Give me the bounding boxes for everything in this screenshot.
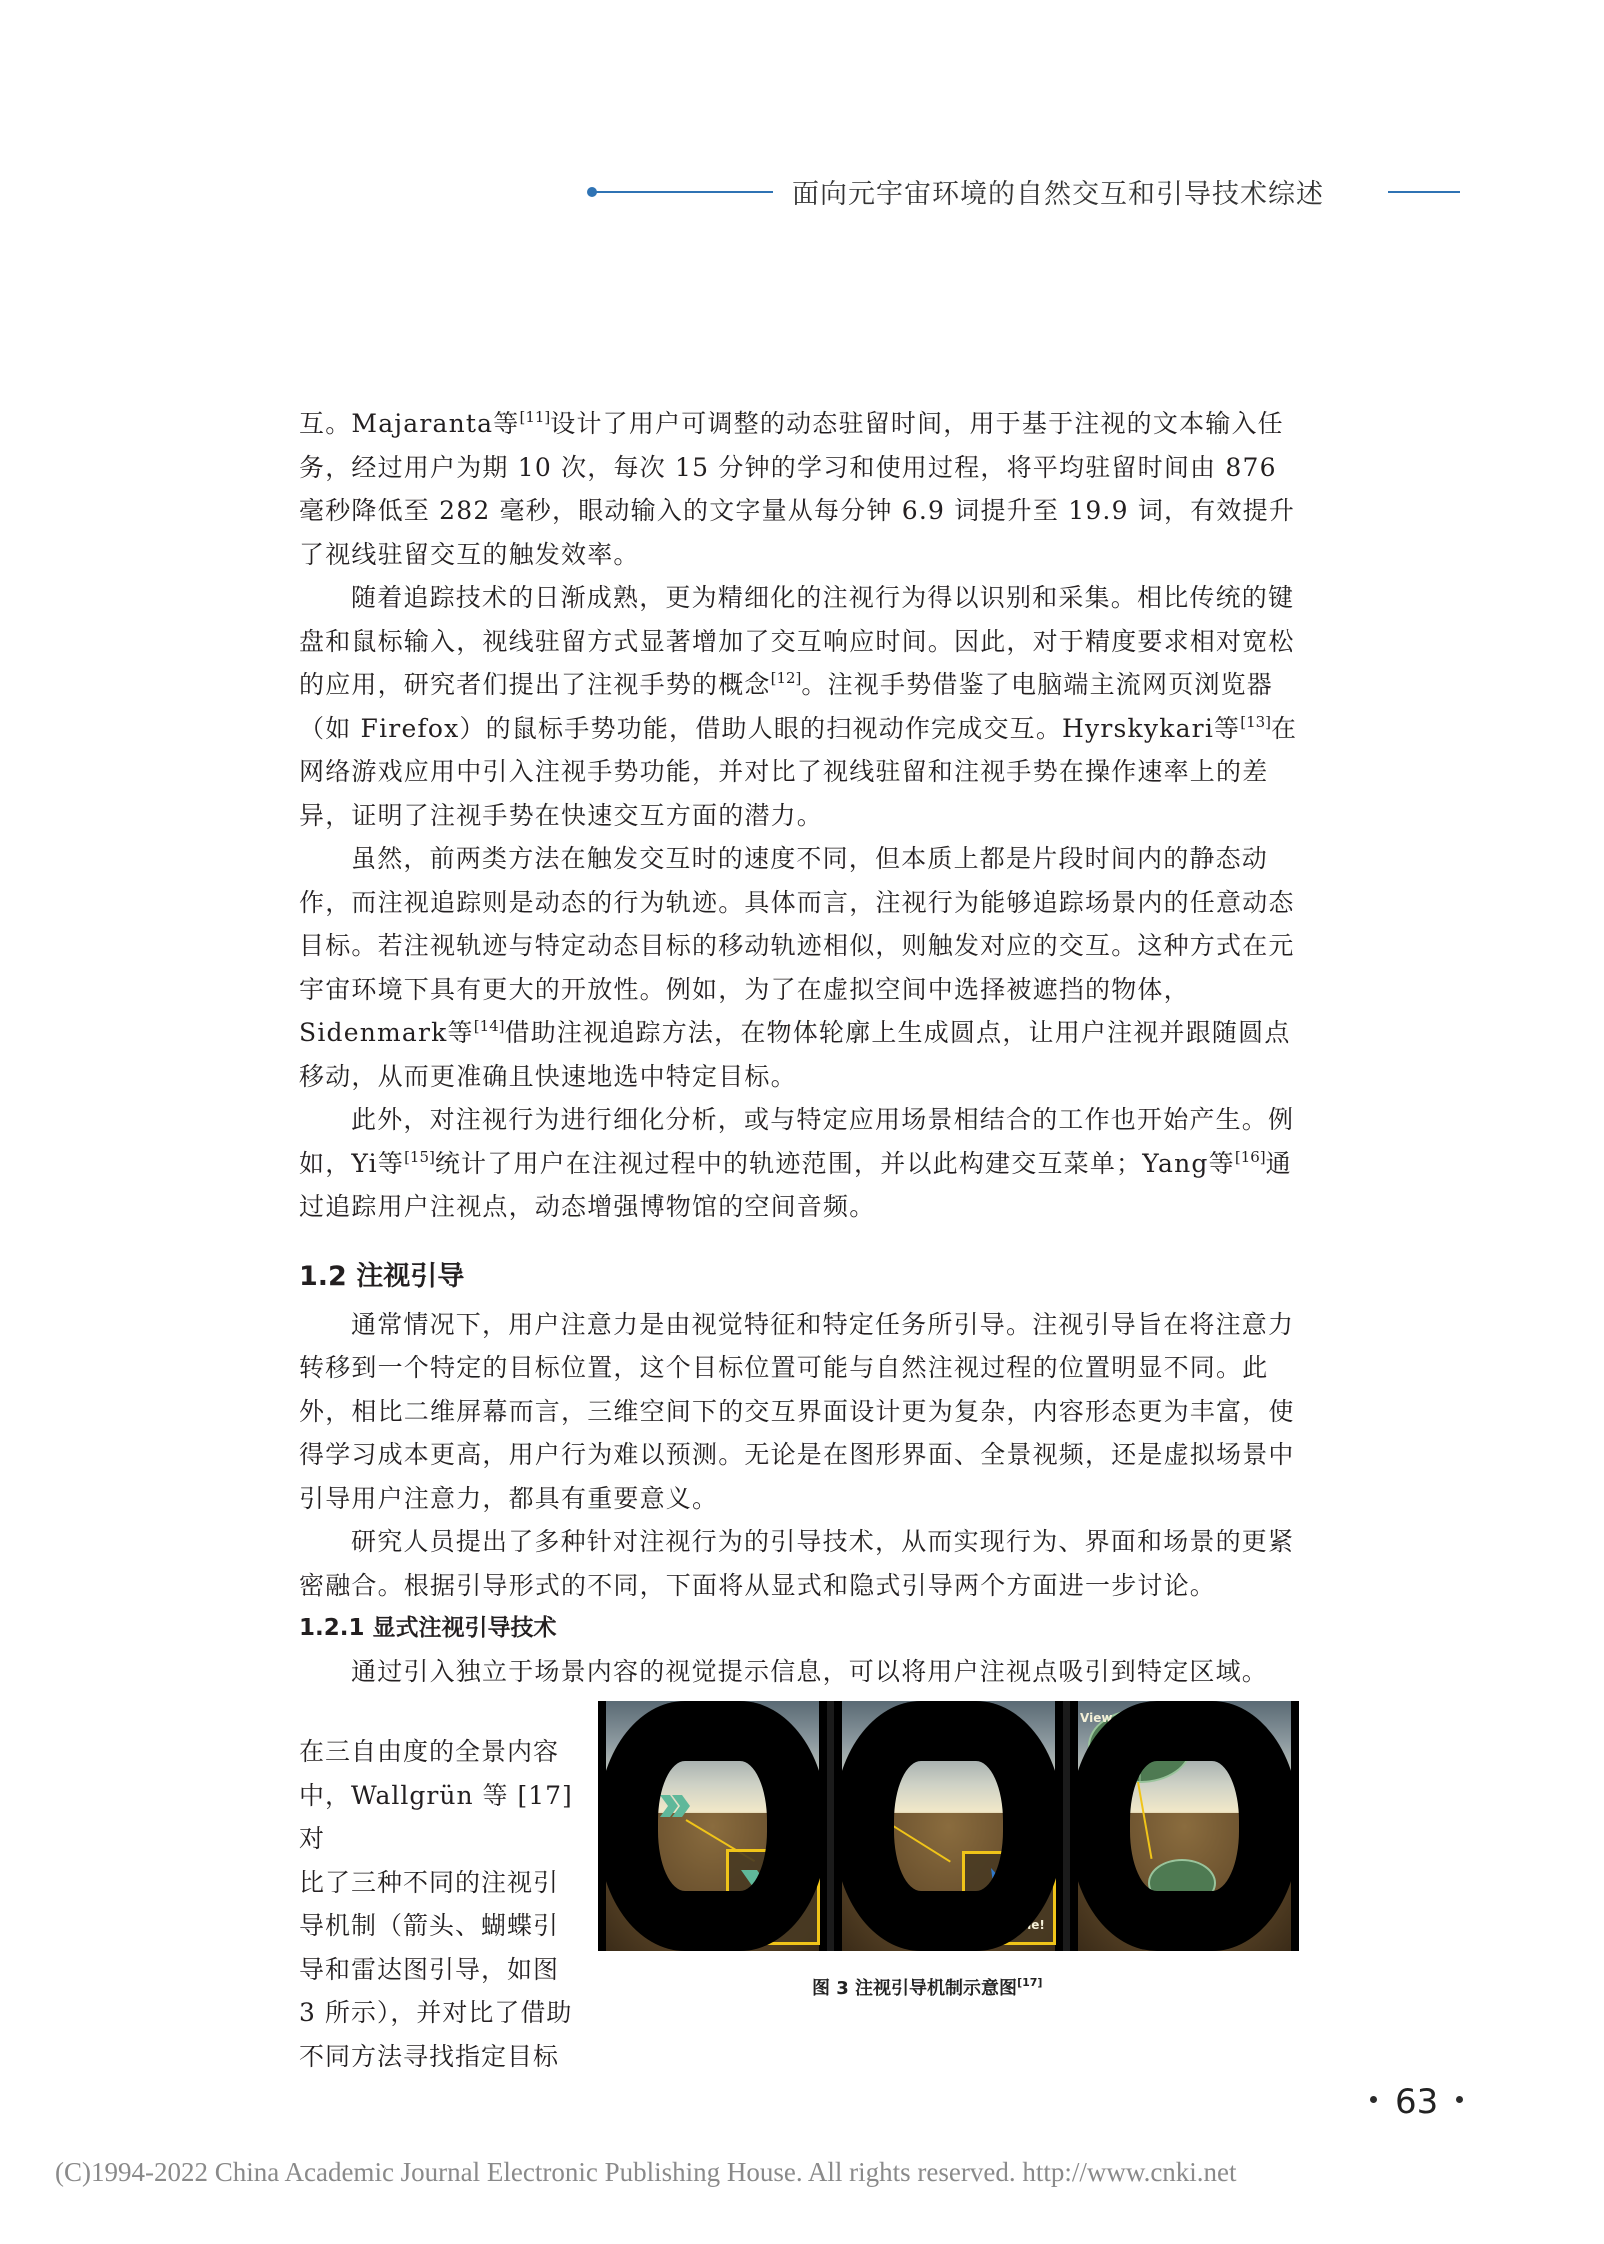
text-run: 随着追踪技术的日渐成熟，更为精细化的注视行为得以识别和采集。相比传统的键盘和鼠标输入，视线驻留方式显著增加了交互响应时间。因此，对于精度要求相对宽松的应用，研究者们提出了注视手势的概念 (299, 583, 1295, 699)
caption-text: 图 3 注视引导机制示意图 (812, 1978, 1018, 1999)
running-header (585, 172, 1465, 212)
side-text-line: 导机制（箭头、蝴蝶引 (299, 1911, 560, 1940)
header-title: 面向元宇宙环境的自然交互和引导技术综述 (792, 179, 1324, 210)
paragraph-p6 (299, 1520, 1299, 1607)
text-run: 设计了用户可调整的动态驻留时间，用于基于注视的文本输入任务，经过用户为期 10 次，每次 15 分钟的学习和使用过程，将平均驻留时间由 876 毫秒降低至 282 毫秒，眼动输入的文字量从每分钟 6.9 词提升至 19.9 词，有效提升了视线驻留交互的触发效率。 (299, 409, 1296, 569)
paragraph-p1 (299, 402, 1299, 576)
text-run: 统计了用户在注视过程中的轨迹范围，并以此构建交互菜单；Yang等 (434, 1148, 1235, 1178)
paragraph-p3 (299, 837, 1299, 1098)
target-orb (1264, 1761, 1279, 1776)
figure-panel-butterfly (834, 1701, 1063, 1951)
page-number-text: 63 (1395, 2082, 1439, 2122)
header-rule-right (1388, 191, 1460, 193)
butterfly-label: Follow me! (971, 1918, 1045, 1932)
copyright-notice: (C)1994-2022 China Academic Journal Electronic Publishing House. All rights reserved. http://www.cnki.net (55, 2157, 1237, 2187)
citation-ref: [11] (519, 408, 551, 426)
radar-view-label: View (1080, 1711, 1113, 1725)
paragraph-p2 (299, 576, 1299, 837)
article-body (299, 402, 1299, 1694)
side-text-line: 不同方法寻找指定目标 (299, 2041, 560, 2071)
citation-ref: [15] (404, 1147, 435, 1166)
bullet-left (1370, 2096, 1377, 2103)
text-run: 通常情况下，用户注意力是由视觉特征和特定任务所引导。注视引导旨在将注意力转移到一个特定的目标位置，这个目标位置可能与自然注视过程的位置明显不同。此外，相比二维屏幕而言，三维空间下的交互界面设计更为复杂，内容形态更为丰富，使得学习成本更高，用户行为难以预测。无论是在图形界面、全景视频，还是虚拟场景中引导用户注意力，都具有重要意义。 (299, 1309, 1295, 1513)
butterfly-icon (858, 1797, 878, 1815)
side-text-line: 导和雷达图引导，如图 (299, 1954, 560, 1984)
figure-panel-radar (1070, 1701, 1299, 1951)
section-heading-1-2: 1.2 注视引导 (299, 1260, 465, 1292)
figure-3 (598, 1701, 1299, 1951)
side-text-line: 3 所示），并对比了借助 (299, 1998, 573, 2027)
radar-small (1148, 1859, 1216, 1907)
caption-ref: [17] (1017, 1976, 1043, 1989)
paragraph-p4 (299, 1098, 1299, 1229)
page-number (1352, 2082, 1481, 2122)
figure-panel-arrow (598, 1701, 827, 1951)
text-run: 。注视手势借鉴了电脑端主流网页浏览器（如 Firefox）的鼠标手势功能，借助人眼的扫视动作完成交互。Hyrskykari等 (299, 670, 1274, 743)
citation-ref: [13] (1240, 712, 1272, 731)
header-rule-left (595, 191, 773, 193)
side-text-line: 中，Wallgrün 等 [17] 对 (299, 1780, 573, 1853)
paragraph-p5 (299, 1303, 1299, 1521)
callout-box (726, 1849, 820, 1945)
citation-ref: [12] (770, 669, 802, 687)
citation-ref: [14] (473, 1017, 505, 1035)
callout-box (962, 1851, 1056, 1945)
text-run: 在网络游戏应用中引入注视手势功能，并对比了视线驻留和注视手势在操作速率上的差异，证明了注视手势在快速交互方面的潜力。 (299, 713, 1298, 830)
target-orb (618, 1767, 633, 1782)
arrow-zoom-icon (741, 1866, 801, 1914)
paragraphs-top (299, 402, 1299, 1229)
figure-caption (812, 1974, 1042, 2000)
text-run: 通过追踪用户注视点，动态增强博物馆的空间音频。 (299, 1148, 1292, 1221)
section-heading-1-2-1: 1.2.1 显式注视引导技术 (299, 1615, 557, 1641)
arrow-icon (660, 1793, 690, 1819)
text-run: 研究人员提出了多种针对注视行为的引导技术，从而实现行为、界面和场景的更紧密融合。根据引导形式的不同，下面将从显式和隐式引导两个方面进一步讨论。 (299, 1527, 1295, 1600)
bullet-right (1456, 2096, 1463, 2103)
paragraphs-mid (299, 1303, 1299, 1608)
text-run: 虽然，前两类方法在触发交互时的速度不同，但本质上都是片段时间内的静态动作，而注视追踪则是动态的行为轨迹。具体而言，注视行为能够追踪场景内的任意动态目标。若注视轨迹与特定动态目标的移动轨迹相似，则触发对应的交互。这种方式在元宇宙环境下具有更大的开放性。例如，为了在虚拟空间中选择被遮挡的物体，Sidenmark等 (299, 844, 1295, 1047)
text-run: 互。Majaranta等 (299, 409, 520, 438)
arrow-angle-label: 40° (761, 1918, 784, 1932)
side-text-line: 在三自由度的全景内容 (299, 1737, 560, 1766)
citation-ref: [16] (1234, 1147, 1266, 1166)
figure-side-text (299, 1730, 579, 2078)
text-run: 借助注视追踪方法，在物体轮廓上生成圆点，让用户注视并跟随圆点移动，从而更准确且快速地选中特定目标。 (299, 1018, 1291, 1091)
text-run: 此外，对注视行为进行细化分析，或与特定应用场景相结合的工作也开始产生。例如，Yi等 (299, 1105, 1295, 1178)
text-run: 通过引入独立于场景内容的视觉提示信息，可以将用户注视点吸引到特定区域。 (351, 1657, 1269, 1686)
radar-target-label: Target (1130, 1737, 1174, 1751)
side-text-line: 比了三种不同的注视引 (299, 1867, 560, 1897)
butterfly-zoom-icon (987, 1864, 1035, 1912)
paragraph-p7 (299, 1650, 1299, 1694)
